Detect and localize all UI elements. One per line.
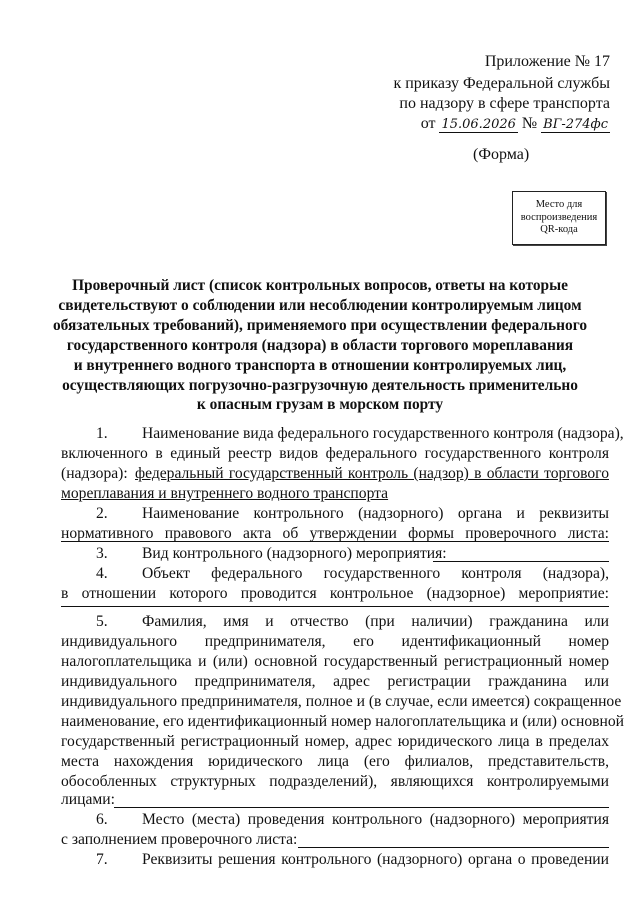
item-1-line-1: Наименование вида федерального государственного контроля (надзора), — [142, 425, 624, 442]
item-5-answer-line[interactable] — [114, 807, 609, 808]
item-3-label: Вид контрольного (надзорного) мероприятия: — [142, 545, 447, 562]
title-line-4: государственного контроля (надзора) в области торгового мореплавания — [66, 337, 574, 354]
title-line-3: обязательных требований), применяемого при осуществлении федерального — [52, 317, 588, 334]
appendix-number: Приложение № 17 — [484, 53, 610, 70]
title-line-1: Проверочный лист (список контрольных вопросов, ответы на которые — [72, 277, 568, 294]
item-1-line-2: включенного в единый реестр видов федерального государственного контроля — [61, 445, 609, 462]
title-line-2: свидетельствуют о соблюдении или несоблюдении контролируемым лицом — [58, 297, 582, 314]
item-5-line-10: лицами: — [61, 791, 115, 808]
item-2-line-2: нормативного правового акта об утверждении формы проверочного листа: — [61, 525, 609, 542]
item-6-line-2: с заполнением проверочного листа: — [61, 831, 298, 848]
item-7-number: 7. — [96, 851, 108, 868]
item-5-line-7: государственный регистрационный номер, адрес юридического лица в пределах — [61, 733, 609, 750]
item-5-line-8: места нахождения юридического лица (его филиалов, представительств, — [61, 753, 609, 770]
item-1-control-type-value: федеральный государственный контроль (надзор) в области торгового — [135, 465, 609, 482]
form-label: (Форма) — [473, 146, 530, 163]
item-5-line-4: индивидуального предпринимателя, адрес регистрации гражданина или — [61, 673, 609, 690]
title-line-5: и внутреннего водного транспорта в отношении контролируемых лиц, — [73, 357, 567, 374]
item-5-line-5: индивидуального предпринимателя, полное и (в случае, если имеется) сокращенное — [61, 693, 622, 710]
item-5-line-3: налогоплательщика и (или) основной государственный регистрационный номер — [61, 653, 609, 670]
qr-caption-line1: Место для — [535, 199, 583, 211]
qr-code-placeholder — [512, 191, 606, 245]
item-2-number: 2. — [96, 505, 108, 522]
title-line-7: к опасным грузам в морском порту — [196, 396, 444, 413]
agency-line: по надзору в сфере транспорта — [399, 95, 610, 112]
item-6-answer-line[interactable] — [298, 847, 609, 848]
item-5-line-1: Фамилия, имя и отчество (при наличии) гражданина или — [142, 613, 609, 630]
item-5-line-6: наименование, его идентификационный номер налогоплательщика и (или) основной — [61, 713, 624, 730]
item-4-line-1: Объект федерального государственного контроля (надзора), — [142, 565, 609, 582]
order-date-line — [421, 114, 610, 135]
item-1-line-3 — [61, 464, 609, 484]
order-prefix: от — [420, 115, 436, 132]
item-4-number: 4. — [96, 565, 108, 582]
item-6-line-1: Место (места) проведения контрольного (надзорного) мероприятия — [142, 811, 609, 828]
order-number-label: № — [521, 115, 538, 132]
qr-caption-line3: QR-кода — [540, 224, 578, 236]
item-3-answer-line[interactable] — [433, 561, 609, 562]
order-number: ВГ-274фс — [543, 117, 608, 132]
item-3-number: 3. — [96, 545, 108, 562]
item-2-line-1: Наименование контрольного (надзорного) органа и реквизиты — [142, 505, 609, 522]
order-reference-line: к приказу Федеральной службы — [393, 75, 610, 92]
item-6-number: 6. — [96, 811, 108, 828]
qr-caption-line2: воспроизведения — [520, 211, 598, 223]
item-2-answer-line[interactable] — [61, 541, 609, 542]
item-4-line-2: в отношении которого проводится контрольное (надзорное) мероприятие: — [61, 585, 609, 602]
item-7-line-1: Реквизиты решения контрольного (надзорного) органа о проведении — [142, 851, 609, 868]
item-1-number: 1. — [96, 425, 108, 442]
item-1-line-3-label: (надзора): — [61, 465, 128, 482]
title-line-6: осуществляющих погрузочно-разгрузочную деятельность применительно — [62, 377, 578, 394]
order-date: 15.06.2026 — [441, 117, 516, 132]
item-5-line-2: индивидуального предпринимателя, его идентификационный номер — [61, 633, 609, 650]
item-5-line-9: обособленных структурных подразделений), являющихся контролируемыми — [61, 773, 609, 790]
item-5-number: 5. — [96, 613, 108, 630]
item-1-line-4: мореплавания и внутреннего водного транспорта — [61, 485, 389, 502]
item-4-answer-line[interactable] — [61, 606, 609, 607]
